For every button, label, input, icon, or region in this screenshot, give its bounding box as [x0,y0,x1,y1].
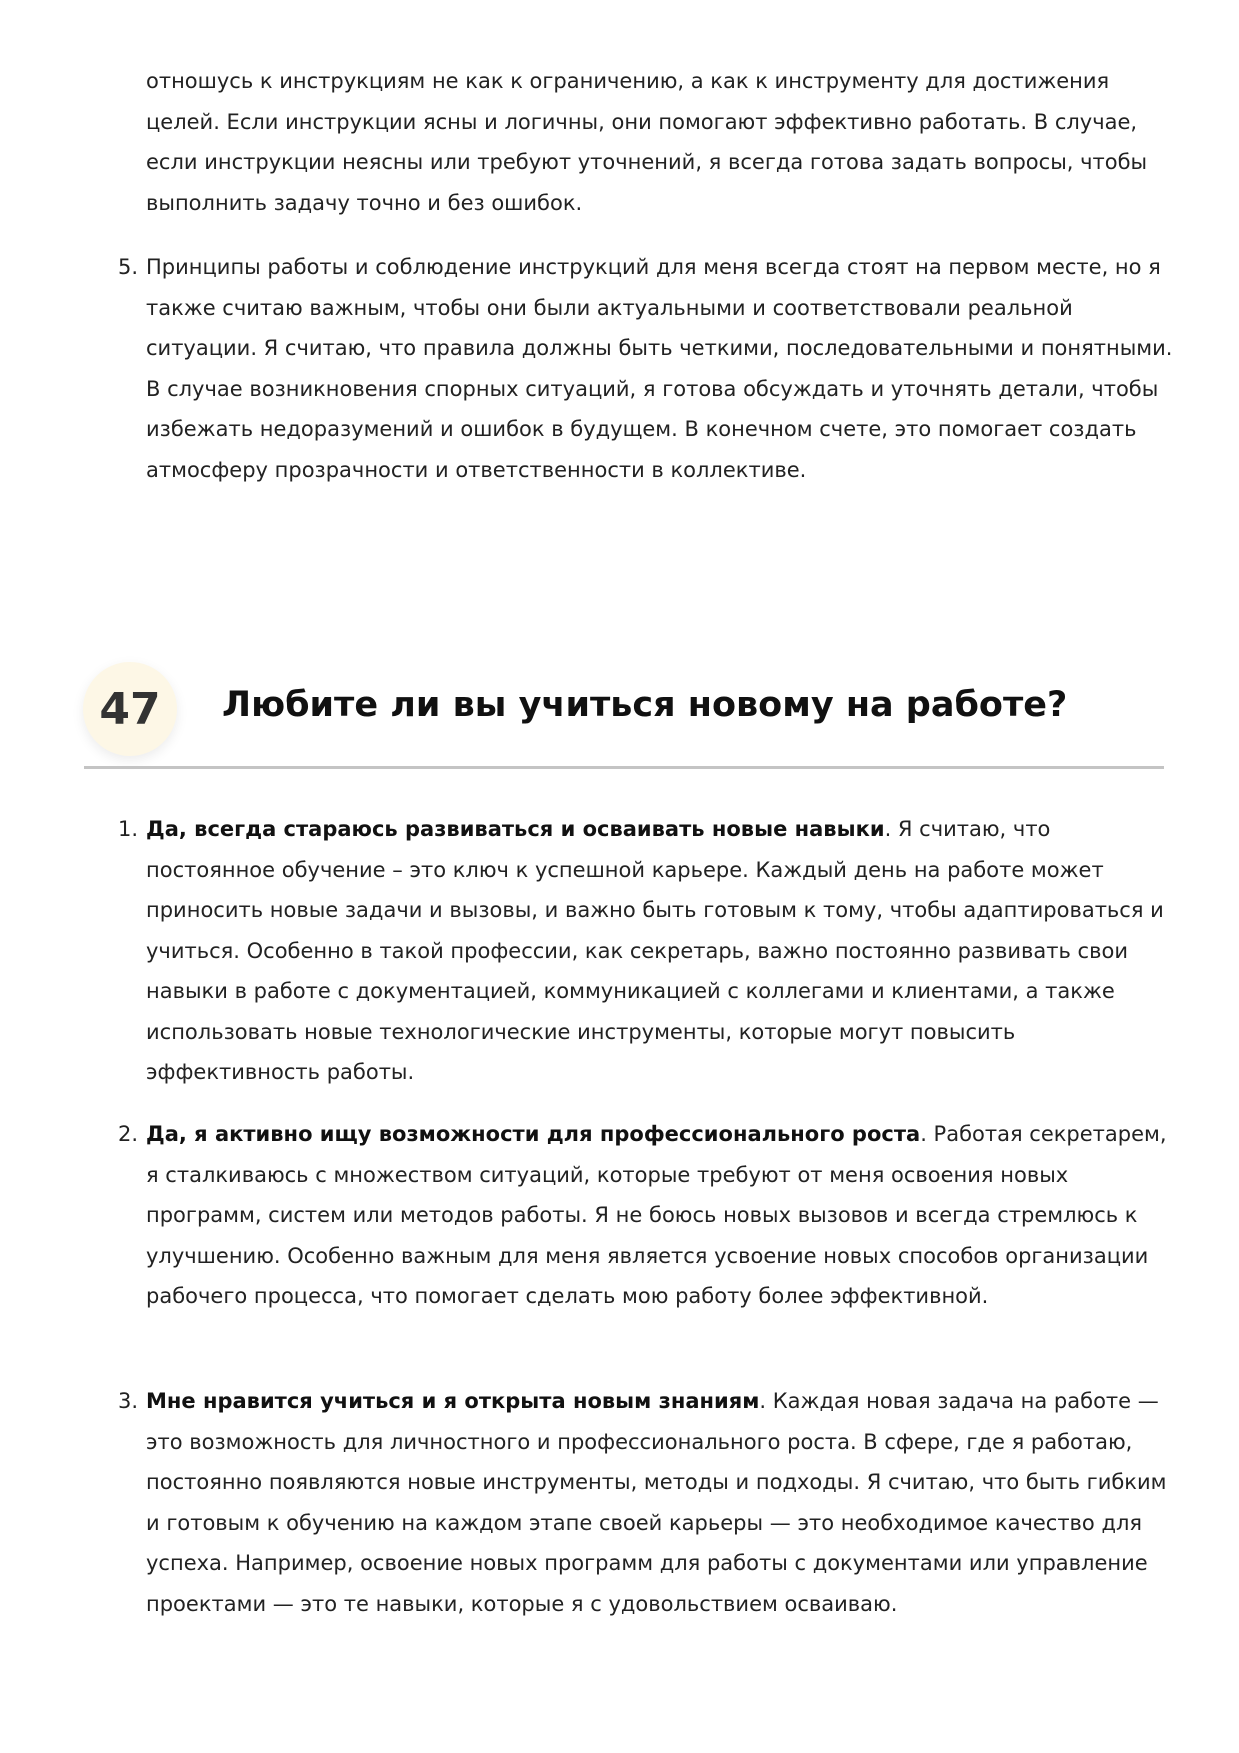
list-item [118,809,1176,1093]
item-number: 5. [118,255,139,279]
item-lead: Да, я активно ищу возможности для профессионального роста [146,1122,921,1146]
item-number: 3. [118,1389,139,1413]
item-text: . Каждая новая задача на работе — это возможность для личностного и профессионального роста. В сфере, где я работаю, постоянно появляются новые инструменты, методы и подходы. Я считаю, что быть гибким и готовым к обучению на каждом этапе своей карьеры — это необходимое качество для успеха. Например, освоение новых программ для работы с документами или управление проектами — это те навыки, которые я с удовольствием осваиваю. [146,1389,1167,1616]
item-number: 1. [118,817,139,841]
item-lead: Мне нравится учиться и я открыта новым знаниям [146,1389,760,1413]
item-text: Принципы работы и соблюдение инструкций для меня всегда стоят на первом месте, но я также считаю важным, чтобы они были актуальными и соответствовали реальной ситуации. Я считаю, что правила должны быть четкими, последовательными и понятными. В случае возникновения спорных ситуаций, я готова обсуждать и уточнять детали, чтобы избежать недоразумений и ошибок в будущем. В конечном счете, это помогает создать атмосферу прозрачности и ответственности в коллективе. [146,255,1173,482]
question-number-badge: 47 [83,662,177,756]
question-title: Любите ли вы учиться новому на работе? [222,685,1068,725]
item-lead: Да, всегда стараюсь развиваться и осваивать новые навыки [146,817,885,841]
list-item [118,247,1176,490]
item-number: 2. [118,1122,139,1146]
item-text: . Работая секретарем, я сталкиваюсь с множеством ситуаций, которые требуют от меня освоения новых программ, систем или методов работы. Я не боюсь новых вызовов и всегда стремлюсь к улучшению. Особенно важным для меня является усвоение новых способов организации рабочего процесса, что помогает сделать мою работу более эффективной. [146,1122,1167,1308]
list-item [118,1381,1176,1624]
list-item [118,1114,1176,1317]
previous-item-continuation: отношусь к инструкциям не как к ограничению, а как к инструменту для достижения целей. Если инструкции ясны и логичны, они помогают эффективно работать. В случае, если инструкции неясны или требуют уточнений, я всегда готова задать вопросы, чтобы выполнить задачу точно и без ошибок. [146,69,1148,215]
item-text: . Я считаю, что постоянное обучение – это ключ к успешной карьере. Каждый день на работе может приносить новые задачи и вызовы, и важно быть готовым к тому, чтобы адаптироваться и учиться. Особенно в такой профессии, как секретарь, важно постоянно развивать свои навыки в работе с документацией, коммуникацией с коллегами и клиентами, а также использовать новые технологические инструменты, которые могут повысить эффективность работы. [146,817,1164,1084]
divider [84,766,1164,769]
